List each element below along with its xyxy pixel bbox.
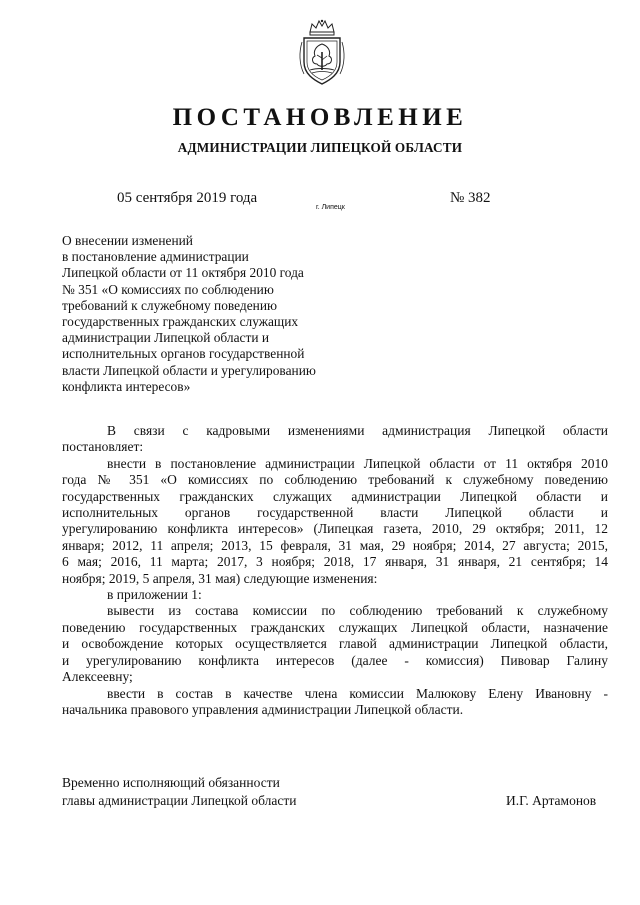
body-line: января; 2012, 11 апреля; 2013, 15 февраля, 31 мая, 29 ноября; 2014, 27 августа; 2015, bbox=[62, 537, 608, 553]
document-date: 05 сентября 2019 года bbox=[117, 190, 258, 206]
body-line: постановляет: bbox=[62, 439, 144, 455]
body-line: ноября; 2019, 5 апреля, 31 мая) следующие изменения: bbox=[62, 570, 378, 586]
body-line: начальника правового управления администрации Липецкой области. bbox=[62, 701, 464, 717]
document-body bbox=[62, 423, 608, 718]
subject-line: государственных гражданских служащих bbox=[62, 314, 299, 330]
subject-line: требований к служебному поведению bbox=[62, 297, 278, 313]
document-city: г. Липецк bbox=[316, 204, 345, 211]
page-subtitle: АДМИНИСТРАЦИИ ЛИПЕЦКОЙ ОБЛАСТИ bbox=[177, 140, 463, 155]
page-title: ПОСТАНОВЛЕНИЕ bbox=[172, 104, 468, 131]
body-line: Алексеевну; bbox=[62, 669, 133, 685]
body-line: 6 мая; 2016, 11 марта; 2017, 3 ноября; 2018, 17 января, 31 января, 21 сентября; 14 bbox=[62, 554, 608, 570]
body-line: урегулированию конфликта интересов» (Липецкая газета, 2010, 29 октября; 2011, 12 bbox=[62, 521, 608, 537]
signatory-position-line2: главы администрации Липецкой области bbox=[62, 793, 297, 808]
subject-line: администрации Липецкой области и bbox=[62, 330, 270, 346]
subject-line: исполнительных органов государственной bbox=[62, 346, 305, 362]
body-line: В связи с кадровыми изменениями администрация Липецкой области bbox=[107, 423, 608, 438]
body-line: и урегулированию конфликта интересов (далее - комиссия) Пивовар Галину bbox=[62, 652, 608, 668]
body-line: внести в постановление администрации Липецкой области от 11 октября 2010 bbox=[107, 455, 608, 471]
document-number: № 382 bbox=[450, 190, 491, 206]
coat-of-arms-icon bbox=[298, 18, 346, 86]
body-line: вывести из состава комиссии по соблюдению требований к служебному bbox=[107, 603, 608, 619]
signatory-position-line1: Временно исполняющий обязанности bbox=[62, 775, 280, 790]
body-line: государственных гражданских служащих администрации Липецкой области и bbox=[62, 488, 608, 504]
subject-block bbox=[62, 233, 382, 395]
subject-line: конфликта интересов» bbox=[62, 378, 191, 394]
body-line: и освобождение которых осуществляется главой администрации Липецкой области, bbox=[62, 636, 608, 652]
subject-line: О внесении изменений bbox=[62, 233, 193, 248]
subject-line: № 351 «О комиссиях по соблюдению bbox=[62, 281, 274, 297]
subject-line: власти Липецкой области и урегулированию bbox=[62, 362, 316, 378]
subject-line: Липецкой области от 11 октября 2010 года bbox=[62, 265, 304, 281]
body-line: в приложении 1: bbox=[107, 587, 202, 603]
body-line: поведению государственных гражданских служащих Липецкой области, назначение bbox=[62, 619, 608, 635]
subject-line: в постановление администрации bbox=[62, 249, 249, 265]
body-line: исполнительных органов государственной власти Липецкой области и bbox=[62, 505, 608, 521]
body-line: ввести в состав в качестве члена комиссии Малюкову Елену Ивановну - bbox=[107, 685, 608, 701]
signatory-name: И.Г. Артамонов bbox=[506, 793, 597, 808]
body-line: года № 351 «О комиссиях по соблюдению требований к служебному поведению bbox=[62, 472, 608, 488]
